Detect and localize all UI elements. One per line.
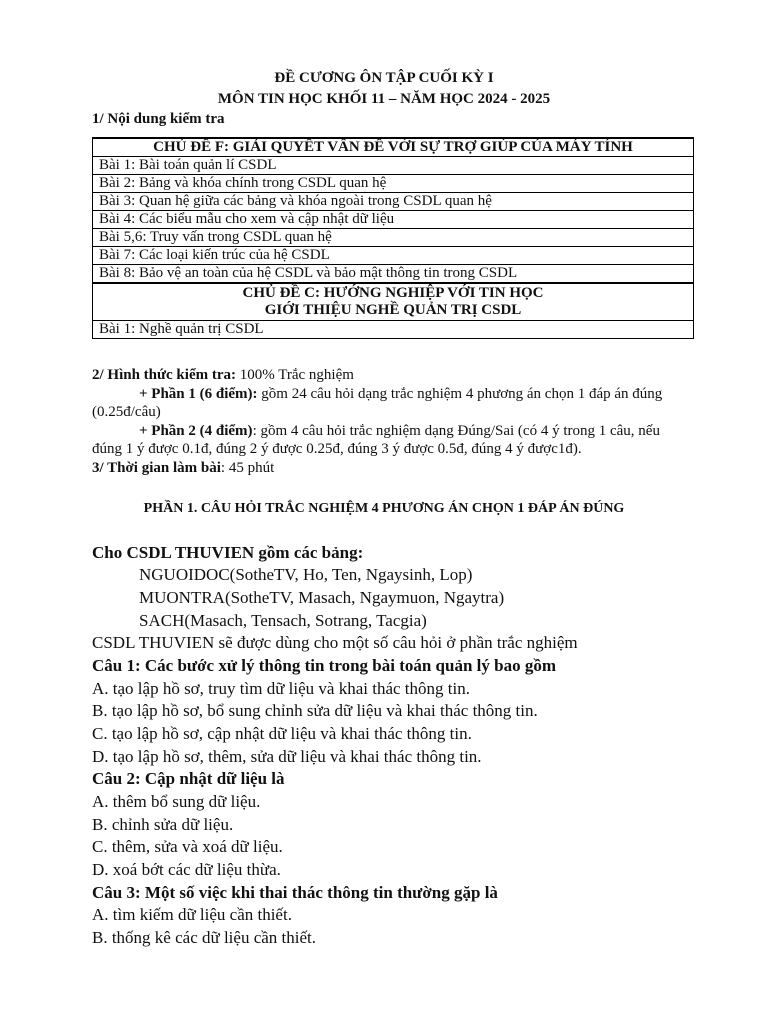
lesson-row: Bài 7: Các loại kiến trúc của hệ CSDL — [93, 247, 694, 265]
option-1c: C. tạo lập hồ sơ, cập nhật dữ liệu và khai thác thông tin. — [92, 724, 472, 743]
part-title: PHẦN 1. CÂU HỎI TRẮC NGHIỆM 4 PHƯƠNG ÁN CHỌN 1 ĐÁP ÁN ĐÚNG — [143, 501, 625, 516]
lesson-row: Bài 1: Nghề quản trị CSDL — [93, 321, 694, 339]
option-3b: B. thống kê các dữ liệu cần thiết. — [92, 928, 317, 947]
lesson-row: Bài 5,6: Truy vấn trong CSDL quan hệ — [93, 229, 694, 247]
option-2c: C. thêm, sửa và xoá dữ liệu. — [92, 837, 283, 856]
option-2a: A. thêm bổ sung dữ liệu. — [92, 792, 261, 811]
part2-line — [139, 422, 660, 440]
db-heading: Cho CSDL THUVIEN gồm các bảng: — [92, 543, 364, 562]
topic-f-heading: CHỦ ĐỀ F: GIẢI QUYẾT VẤN ĐỀ VỚI SỰ TRỢ GIÚP CỦA MÁY TÍNH — [93, 138, 694, 157]
lesson-row: Bài 1: Bài toán quản lí CSDL — [93, 157, 694, 175]
section2-value: 100% Trắc nghiệm — [239, 367, 354, 383]
question-2: Câu 2: Cập nhật dữ liệu là — [92, 769, 285, 788]
option-2b: B. chỉnh sửa dữ liệu. — [92, 815, 234, 834]
db-note: CSDL THUVIEN sẽ được dùng cho một số câu hỏi ở phần trắc nghiệm — [92, 633, 578, 652]
section1-heading: 1/ Nội dung kiểm tra — [92, 111, 225, 127]
option-3a: A. tìm kiếm dữ liệu cần thiết. — [92, 905, 292, 924]
section3-value: : 45 phút — [220, 460, 275, 476]
doc-subtitle: MÔN TIN HỌC KHỐI 11 – NĂM HỌC 2024 - 2025 — [217, 91, 551, 107]
option-1a: A. tạo lập hồ sơ, truy tìm dữ liệu và khai thác thông tin. — [92, 679, 470, 698]
section3-heading: 3/ Thời gian làm bài — [92, 460, 221, 476]
lesson-row: Bài 3: Quan hệ giữa các bảng và khóa ngoài trong CSDL quan hệ — [93, 193, 694, 211]
section2-line — [92, 366, 354, 384]
question-3: Câu 3: Một số việc khi thai thác thông tin thường gặp là — [92, 883, 498, 902]
question-1: Câu 1: Các bước xử lý thông tin trong bài toán quản lý bao gồm — [92, 656, 557, 675]
lesson-row: Bài 4: Các biểu mẫu cho xem và cập nhật dữ liệu — [93, 211, 694, 229]
topic-c-line1: CHỦ ĐỀ C: HƯỚNG NGHIỆP VỚI TIN HỌC — [242, 285, 544, 301]
part2-text-cont: đúng 1 ý được 0.1đ, đúng 2 ý được 0.25đ, đúng 3 ý được 0.5đ, đúng 4 ý được1đ). — [92, 441, 582, 457]
lesson-row: Bài 8: Bảo vệ an toàn của hệ CSDL và bảo mật thông tin trong CSDL — [93, 265, 694, 284]
part1-text: gồm 24 câu hỏi dạng trắc nghiệm 4 phương án chọn 1 đáp án đúng — [261, 386, 663, 402]
part2-text: : gồm 4 câu hỏi trắc nghiệm dạng Đúng/Sai (có 4 ý trong 1 câu, nếu — [252, 423, 660, 439]
part1-label: + Phần 1 (6 điểm): — [139, 386, 258, 402]
section3-line — [92, 459, 274, 477]
option-1d: D. tạo lập hồ sơ, thêm, sửa dữ liệu và khai thác thông tin. — [92, 747, 482, 766]
doc-title: ĐỀ CƯƠNG ÔN TẬP CUỐI KỲ I — [274, 70, 494, 86]
option-2d: D. xoá bớt các dữ liệu thừa. — [92, 860, 281, 879]
option-1b: B. tạo lập hồ sơ, bổ sung chỉnh sửa dữ liệu và khai thác thông tin. — [92, 701, 538, 720]
db-table-nguoidoc: NGUOIDOC(SotheTV, Ho, Ten, Ngaysinh, Lop) — [139, 565, 473, 584]
db-table-muontra: MUONTRA(SotheTV, Masach, Ngaymuon, Ngaytra) — [139, 588, 505, 607]
section2-heading: 2/ Hình thức kiểm tra: — [92, 367, 236, 383]
lesson-row: Bài 2: Bảng và khóa chính trong CSDL quan hệ — [93, 175, 694, 193]
db-table-sach: SACH(Masach, Tensach, Sotrang, Tacgia) — [139, 611, 427, 630]
topic-c-line2: GIỚI THIỆU NGHỀ QUẢN TRỊ CSDL — [264, 302, 522, 318]
part2-label: + Phần 2 (4 điểm) — [139, 423, 253, 439]
part1-line — [139, 385, 662, 403]
topic-c-heading — [93, 283, 694, 321]
part1-text-cont: (0.25đ/câu) — [92, 404, 161, 420]
topics-table — [92, 137, 694, 339]
